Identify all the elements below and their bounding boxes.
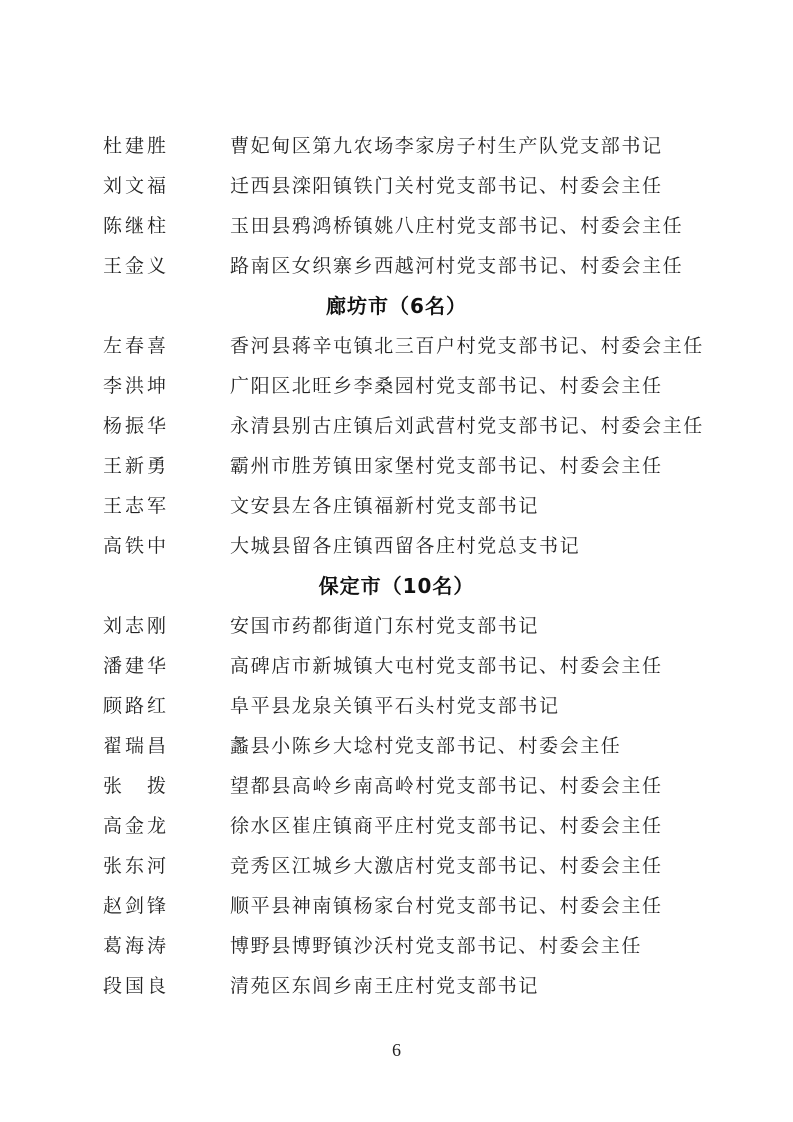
list-item [0,686,793,726]
list-item [0,486,793,526]
list-item [0,366,793,406]
person-title: 玉田县鸦鸿桥镇姚八庄村党支部书记、村委会主任 [230,215,684,237]
person-name: 左春喜 [103,335,170,357]
person-title: 阜平县龙泉关镇平石头村党支部书记 [230,695,560,717]
page-number: 6 [392,1040,401,1060]
person-title: 蠡县小陈乡大埝村党支部书记、村委会主任 [230,735,622,757]
list-item [0,966,793,1006]
person-name: 陈继柱 [103,215,170,237]
person-name: 刘志刚 [103,615,170,637]
person-name: 潘建华 [103,655,170,677]
list-item [0,126,793,166]
list-item [0,406,793,446]
person-name: 赵剑锋 [103,895,170,917]
list-item [0,766,793,806]
honoree-list [0,126,793,1006]
list-item [0,886,793,926]
person-title: 迁西县滦阳镇铁门关村党支部书记、村委会主任 [230,175,663,197]
section-heading-baoding: 保定市（10名） [318,574,475,598]
person-name: 王志军 [103,495,170,517]
person-title: 徐水区崔庄镇商平庄村党支部书记、村委会主任 [230,815,663,837]
list-item [0,526,793,566]
person-name: 杜建胜 [103,135,170,157]
person-title: 安国市药都街道门东村党支部书记 [230,615,540,637]
person-name: 王新勇 [103,455,170,477]
person-title: 高碑店市新城镇大屯村党支部书记、村委会主任 [230,655,663,677]
person-title: 香河县蒋辛屯镇北三百户村党支部书记、村委会主任 [230,335,704,357]
person-title: 清苑区东闾乡南王庄村党支部书记 [230,975,540,997]
person-title: 望都县高岭乡南高岭村党支部书记、村委会主任 [230,775,663,797]
person-title: 永清县别古庄镇后刘武营村党支部书记、村委会主任 [230,415,704,437]
person-title: 顺平县神南镇杨家台村党支部书记、村委会主任 [230,895,663,917]
person-name: 顾路红 [103,695,170,717]
person-title: 曹妃甸区第九农场李家房子村生产队党支部书记 [230,135,663,157]
person-name: 李洪坤 [103,375,170,397]
person-title: 霸州市胜芳镇田家堡村党支部书记、村委会主任 [230,455,663,477]
person-title: 竞秀区江城乡大激店村党支部书记、村委会主任 [230,855,663,877]
list-item [0,166,793,206]
section-heading-langfang: 廊坊市（6名） [326,294,467,318]
list-item [0,926,793,966]
list-item [0,326,793,366]
person-name: 高金龙 [103,815,170,837]
list-item [0,806,793,846]
list-item [0,246,793,286]
list-item [0,206,793,246]
list-item [0,646,793,686]
list-item [0,846,793,886]
person-name: 高铁中 [103,535,170,557]
person-title: 广阳区北旺乡李桑园村党支部书记、村委会主任 [230,375,663,397]
person-name: 杨振华 [103,415,170,437]
person-title: 路南区女织寨乡西越河村党支部书记、村委会主任 [230,255,684,277]
person-name: 翟瑞昌 [103,735,170,757]
person-title: 博野县博野镇沙沃村党支部书记、村委会主任 [230,935,643,957]
person-name: 张东河 [103,855,170,877]
person-title: 大城县留各庄镇西留各庄村党总支书记 [230,535,581,557]
list-item [0,726,793,766]
person-name: 王金义 [103,255,170,277]
person-title: 文安县左各庄镇福新村党支部书记 [230,495,540,517]
person-name: 段国良 [103,975,170,997]
list-item [0,446,793,486]
person-name: 张 拨 [103,775,170,797]
person-name: 刘文福 [103,175,170,197]
list-item [0,606,793,646]
person-name: 葛海涛 [103,935,170,957]
